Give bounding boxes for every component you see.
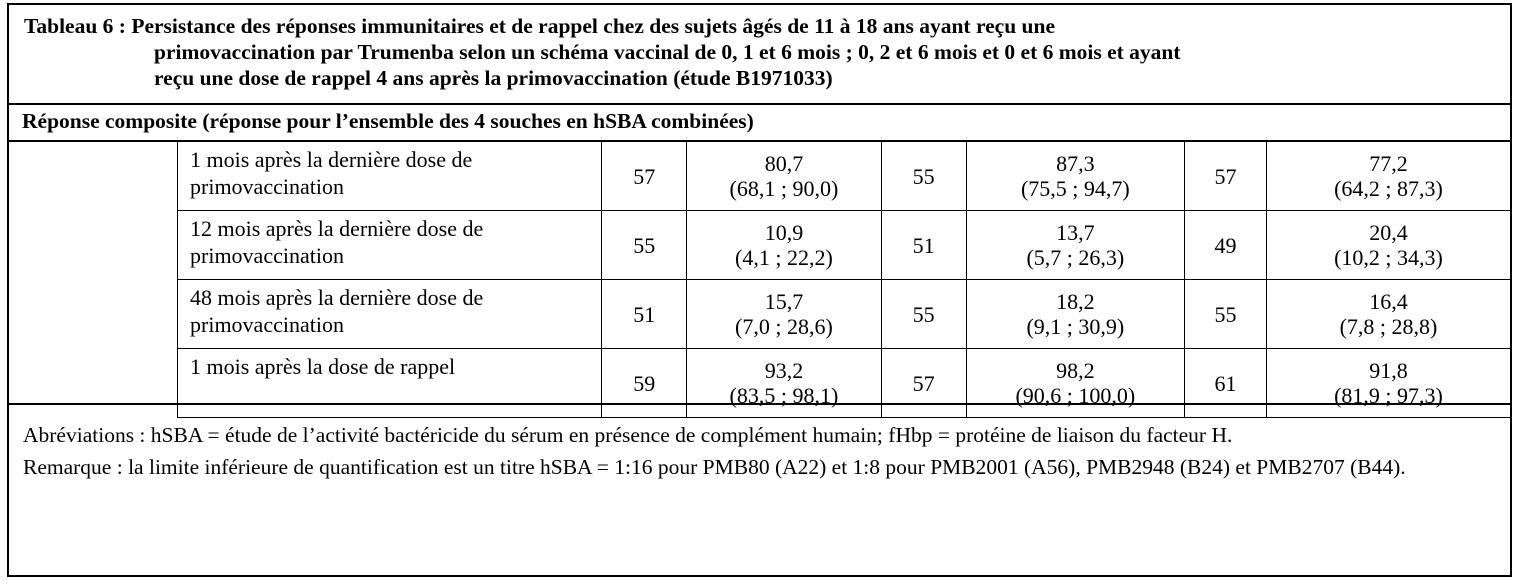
n-cell: 57 (602, 142, 687, 211)
table-frame (7, 3, 1512, 577)
confidence-interval: (4,1 ; 22,2) (735, 245, 833, 270)
percent-cell (687, 211, 882, 280)
n-cell: 57 (1185, 142, 1267, 211)
n-cell: 55 (1185, 280, 1267, 349)
n-cell: 61 (1185, 349, 1267, 418)
percent-value: 15,7 (764, 289, 804, 314)
title-line-3: reçu une dose de rappel 4 ans après la primovaccination (étude B1971033) (154, 66, 833, 90)
confidence-interval: (9,1 ; 30,9) (1026, 314, 1125, 339)
row-label: 12 mois après la dernière dose de primovaccination (178, 211, 602, 280)
percent-value: 98,2 (1056, 358, 1095, 383)
confidence-interval: (5,7 ; 26,3) (1026, 245, 1125, 270)
confidence-interval: (7,8 ; 28,8) (1339, 314, 1438, 339)
percent-cell (966, 142, 1185, 211)
row-label: 1 mois après la dose de rappel (178, 349, 602, 418)
confidence-interval: (81,9 ; 97,3) (1334, 383, 1443, 408)
title-line-2: primovaccination par Trumenba selon un schéma vaccinal de 0, 1 et 6 mois ; 0, 2 et 6 mois et 0 et 6 mois et ayant (154, 40, 1181, 64)
percent-value: 87,3 (1056, 151, 1095, 176)
confidence-interval: (75,5 ; 94,7) (1020, 176, 1130, 201)
percent-cell (687, 280, 882, 349)
percent-cell (1266, 211, 1510, 280)
n-cell: 51 (881, 211, 966, 280)
row-label: 48 mois après la dernière dose de primovaccination (178, 280, 602, 349)
percent-cell (687, 142, 882, 211)
confidence-interval: (68,1 ; 90,0) (729, 176, 839, 201)
table-row (178, 280, 1511, 349)
n-cell: 55 (881, 142, 966, 211)
row-label: 1 mois après la dernière dose de primovaccination (178, 142, 602, 211)
section-header: Réponse composite (réponse pour l’ensemble des 4 souches en hSBA combinées) (9, 105, 1510, 142)
n-cell: 49 (1185, 211, 1267, 280)
abbreviations-note: Abréviations : hSBA = étude de l’activité bactéricide du sérum en présence de complément humain; fHbp = protéine de liaison du facteur H. (23, 423, 1233, 447)
percent-value: 93,2 (764, 358, 804, 383)
n-cell: 59 (602, 349, 687, 418)
percent-value: 77,2 (1369, 151, 1408, 176)
percent-value: 91,8 (1369, 358, 1408, 383)
percent-value: 10,9 (764, 220, 804, 245)
results-table (177, 142, 1510, 418)
confidence-interval: (83,5 ; 98,1) (729, 383, 839, 408)
percent-cell (966, 280, 1185, 349)
n-cell: 51 (602, 280, 687, 349)
table-notes (9, 403, 1510, 480)
table-title (9, 5, 1510, 105)
n-cell: 57 (881, 349, 966, 418)
confidence-interval: (64,2 ; 87,3) (1334, 176, 1443, 201)
percent-value: 16,4 (1369, 289, 1408, 314)
title-line-1: Tableau 6 : Persistance des réponses immunitaires et de rappel chez des sujets âgés de 11 à 18 ans ayant reçu une (24, 14, 1055, 38)
percent-value: 80,7 (764, 151, 804, 176)
remark-note: Remarque : la limite inférieure de quantification est un titre hSBA = 1:16 pour PMB80 (A22) et 1:8 pour PMB2001 (A56), PMB2948 (B24) et PMB2707 (B44). (23, 455, 1406, 479)
percent-cell (1266, 142, 1510, 211)
table-row (178, 142, 1511, 211)
confidence-interval: (10,2 ; 34,3) (1334, 245, 1443, 270)
n-cell: 55 (602, 211, 687, 280)
percent-value: 13,7 (1056, 220, 1095, 245)
confidence-interval: (90,6 ; 100,0) (1015, 383, 1136, 408)
n-cell: 55 (881, 280, 966, 349)
percent-value: 20,4 (1369, 220, 1408, 245)
percent-value: 18,2 (1056, 289, 1095, 314)
percent-cell (966, 211, 1185, 280)
confidence-interval: (7,0 ; 28,6) (735, 314, 833, 339)
percent-cell (1266, 280, 1510, 349)
table-row (178, 211, 1511, 280)
